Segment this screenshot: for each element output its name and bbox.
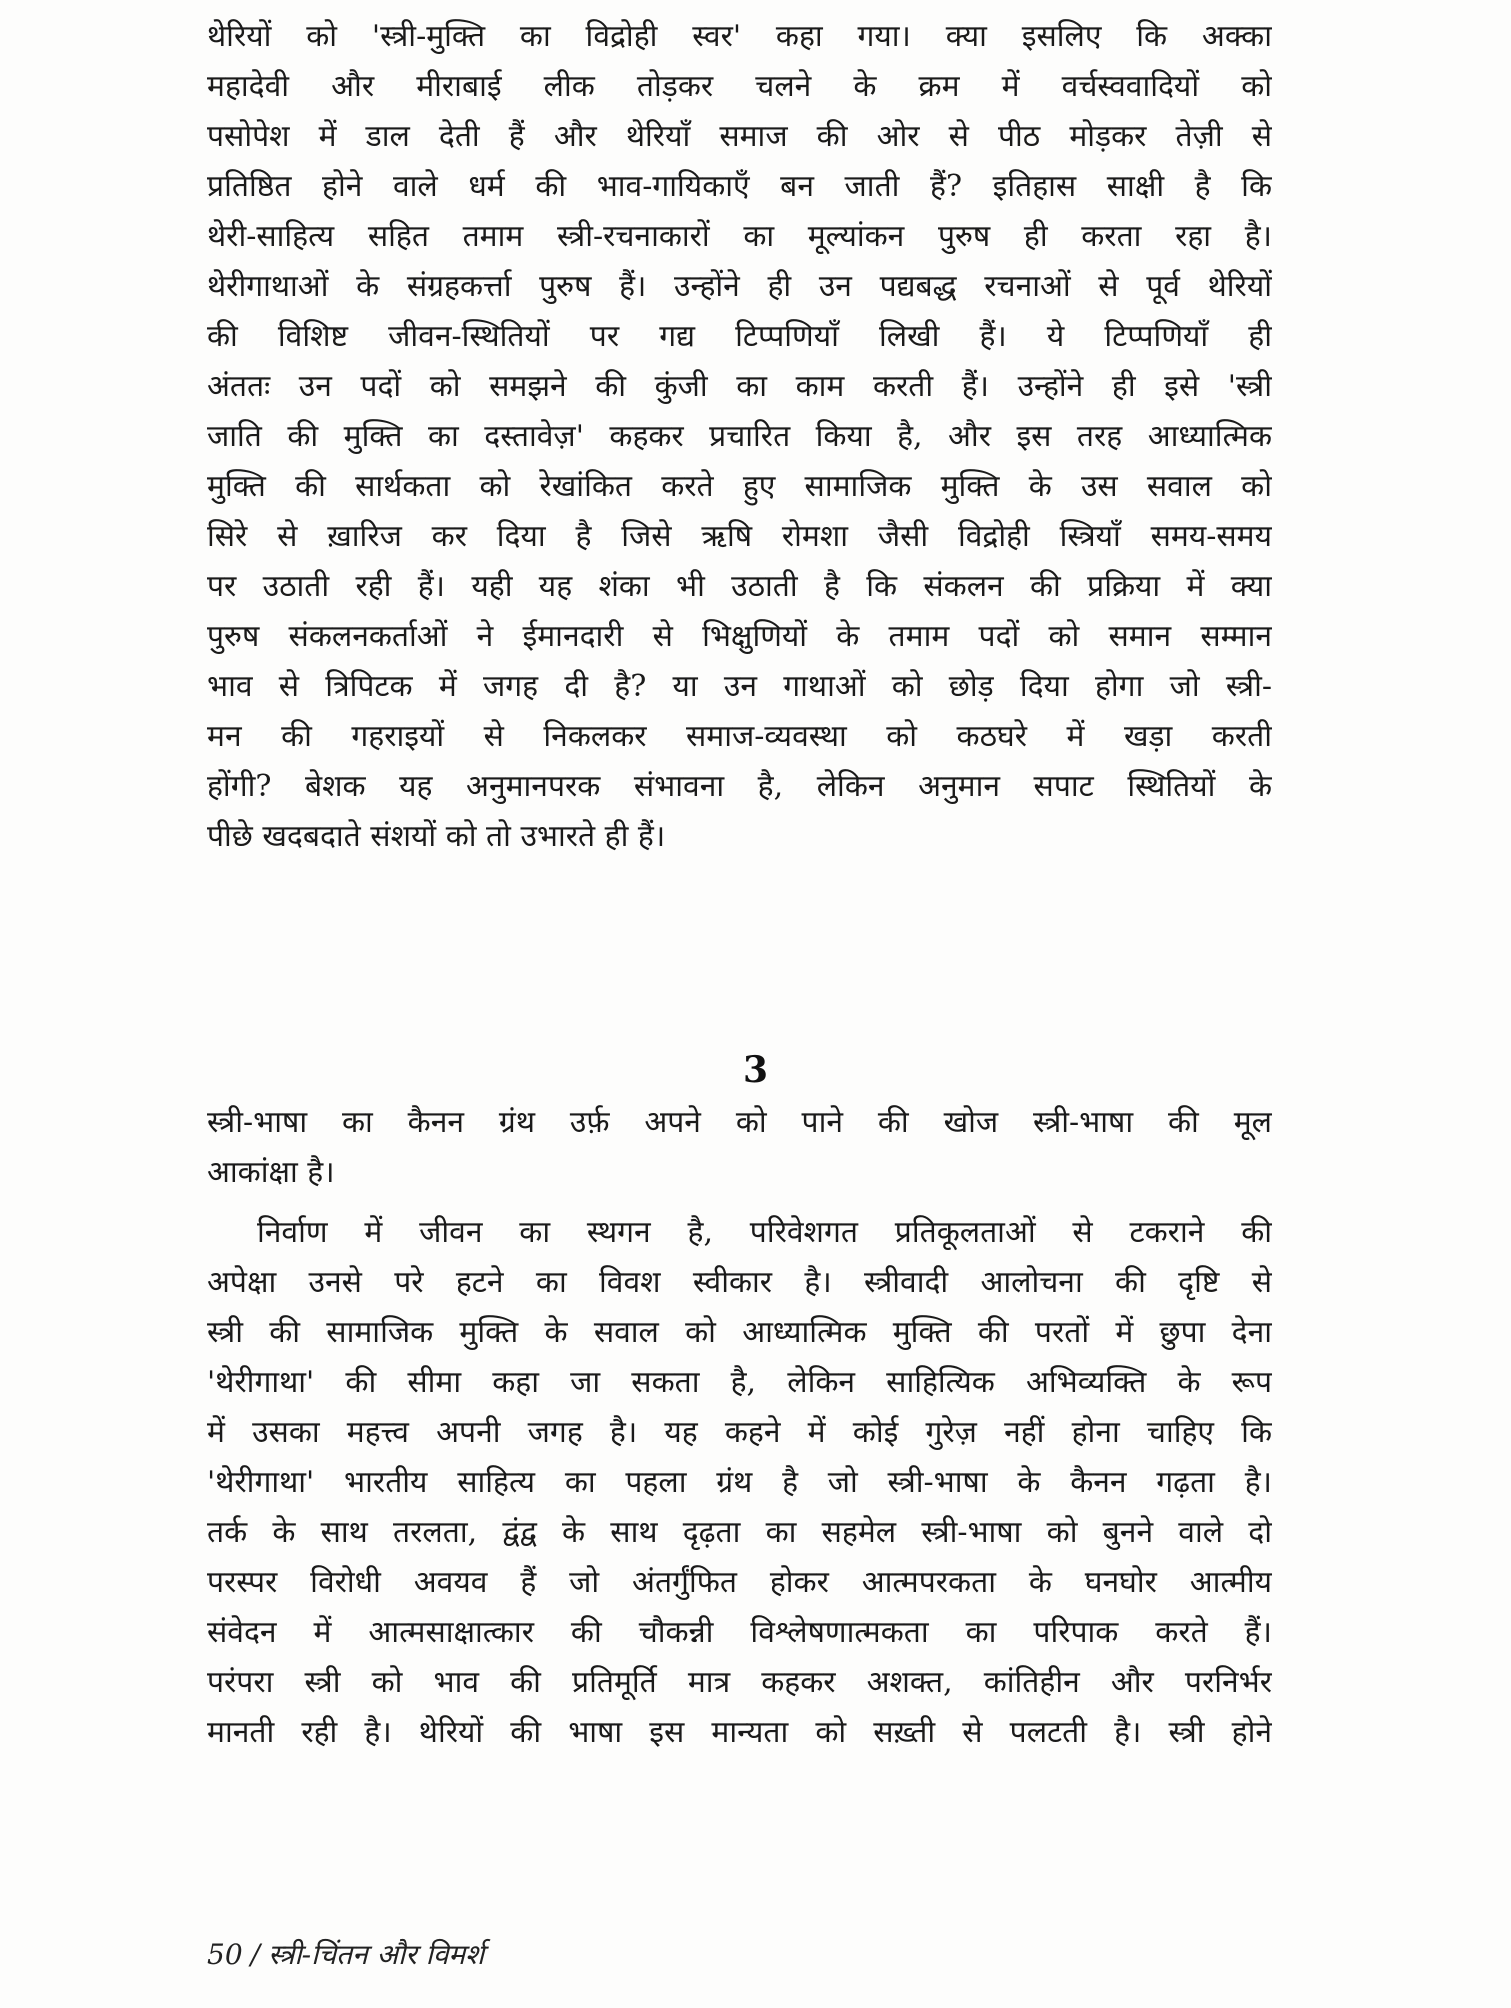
text-line: अपेक्षा उनसे परे हटने का विवश स्वीकार है। स्त्रीवादी आलोचना की दृष्टि से <box>207 1265 1272 1300</box>
text-line: प्रतिष्ठित होने वाले धर्म की भाव-गायिकाएँ बन जाती हैं? इतिहास साक्षी है कि <box>207 169 1272 204</box>
text-line: आकांक्षा है। <box>207 1155 335 1190</box>
section-number: 3 <box>742 1049 769 1091</box>
text-line: भाव से त्रिपिटक में जगह दी है? या उन गाथाओं को छोड़ दिया होगा जो स्त्री- <box>207 669 1272 704</box>
paragraph-1 <box>207 12 1272 862</box>
text-line: की विशिष्ट जीवन-स्थितियों पर गद्य टिप्पणियाँ लिखी हैं। ये टिप्पणियाँ ही <box>207 319 1272 354</box>
text-line: थेरियों को 'स्त्री-मुक्ति का विद्रोही स्वर' कहा गया। क्या इसलिए कि अक्का <box>207 19 1272 54</box>
text-line: मानती रही है। थेरियों की भाषा इस मान्यता को सख़्ती से पलटती है। स्त्री होने <box>207 1715 1272 1750</box>
book-title: स्त्री-चिंतन और विमर्श <box>268 1938 485 1971</box>
text-line: महादेवी और मीराबाई लीक तोड़कर चलने के क्रम में वर्चस्ववादियों को <box>207 69 1272 104</box>
text-line: पुरुष संकलनकर्ताओं ने ईमानदारी से भिक्षुणियों के तमाम पदों को समान सम्मान <box>207 619 1272 654</box>
text-line: पीछे खदबदाते संशयों को तो उभारते ही हैं। <box>207 819 666 854</box>
text-line: निर्वाण में जीवन का स्थगन है, परिवेशगत प्रतिकूलताओं से टकराने की <box>257 1215 1272 1250</box>
text-line: अंततः उन पदों को समझने की कुंजी का काम करती हैं। उन्होंने ही इसे 'स्त्री <box>207 369 1272 404</box>
text-line: मन की गहराइयों से निकलकर समाज-व्यवस्था को कठघरे में खड़ा करती <box>207 719 1272 754</box>
text-line: होंगी? बेशक यह अनुमानपरक संभावना है, लेकिन अनुमान सपाट स्थितियों के <box>207 769 1272 804</box>
text-line: 'थेरीगाथा' की सीमा कहा जा सकता है, लेकिन साहित्यिक अभिव्यक्ति के रूप <box>207 1365 1272 1400</box>
paragraph-2 <box>207 1098 1272 1198</box>
page-number: 50 <box>207 1938 243 1971</box>
text-line: सिरे से ख़ारिज कर दिया है जिसे ऋषि रोमशा जैसी विद्रोही स्त्रियाँ समय-समय <box>207 519 1272 554</box>
text-line: मुक्ति की सार्थकता को रेखांकित करते हुए सामाजिक मुक्ति के उस सवाल को <box>207 469 1272 504</box>
text-line: जाति की मुक्ति का दस्तावेज़' कहकर प्रचारित किया है, और इस तरह आध्यात्मिक <box>207 419 1272 454</box>
footer-separator: / <box>250 1938 261 1971</box>
text-line: स्त्री की सामाजिक मुक्ति के सवाल को आध्यात्मिक मुक्ति की परतों में छुपा देना <box>207 1315 1272 1350</box>
text-line: संवेदन में आत्मसाक्षात्कार की चौकन्नी विश्लेषणात्मकता का परिपाक करते हैं। <box>207 1615 1272 1650</box>
page-footer <box>207 1935 484 1975</box>
text-line: पसोपेश में डाल देती हैं और थेरियाँ समाज की ओर से पीठ मोड़कर तेज़ी से <box>207 119 1272 154</box>
text-line: थेरी-साहित्य सहित तमाम स्त्री-रचनाकारों का मूल्यांकन पुरुष ही करता रहा है। <box>207 219 1272 254</box>
text-line: परंपरा स्त्री को भाव की प्रतिमूर्ति मात्र कहकर अशक्त, कांतिहीन और परनिर्भर <box>207 1665 1272 1700</box>
text-line: में उसका महत्त्व अपनी जगह है। यह कहने में कोई गुरेज़ नहीं होना चाहिए कि <box>207 1415 1272 1450</box>
text-line: परस्पर विरोधी अवयव हैं जो अंतर्गुंफित होकर आत्मपरकता के घनघोर आत्मीय <box>207 1565 1272 1600</box>
paragraph-3 <box>207 1208 1272 1758</box>
text-line: 'थेरीगाथा' भारतीय साहित्य का पहला ग्रंथ है जो स्त्री-भाषा के कैनन गढ़ता है। <box>207 1465 1272 1500</box>
text-line: तर्क के साथ तरलता, द्वंद्व के साथ दृढ़ता का सहमेल स्त्री-भाषा को बुनने वाले दो <box>207 1515 1272 1550</box>
text-line: पर उठाती रही हैं। यही यह शंका भी उठाती है कि संकलन की प्रक्रिया में क्या <box>207 569 1272 604</box>
text-line: थेरीगाथाओं के संग्रहकर्त्ता पुरुष हैं। उन्होंने ही उन पद्यबद्ध रचनाओं से पूर्व थेरियों <box>207 269 1272 304</box>
text-line: स्त्री-भाषा का कैनन ग्रंथ उर्फ़ अपने को पाने की खोज स्त्री-भाषा की मूल <box>207 1105 1272 1140</box>
